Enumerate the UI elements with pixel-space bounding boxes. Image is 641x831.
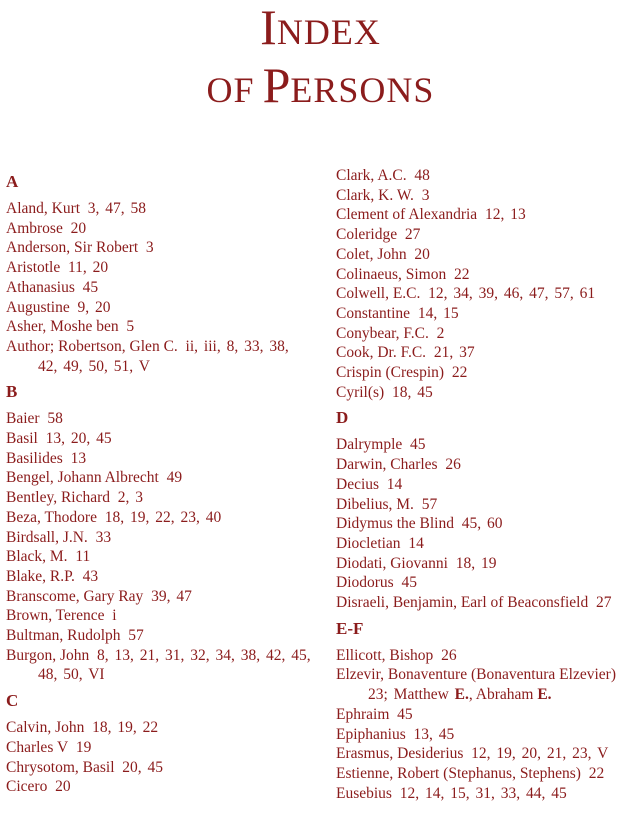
entry-pages: 18, 45: [391, 383, 433, 401]
section-letter-heading: A: [6, 172, 19, 191]
entry-name: Constantine: [336, 304, 411, 322]
entry-name: Bengel, Johann Albrecht: [6, 469, 159, 487]
index-entry: [6, 199, 326, 219]
index-entry: [336, 435, 638, 455]
entry-name: Cyril(s): [336, 383, 385, 401]
entry-name: Ephraim: [336, 705, 390, 723]
entry-name: Charles V: [6, 738, 69, 756]
left-column: [6, 166, 326, 797]
index-entry: [336, 363, 638, 383]
entry-pages-cont: 42, 49, 50, 51, V: [38, 357, 150, 375]
entry-pages: 3: [421, 186, 430, 204]
entry-name: Asher, Moshe ben: [6, 318, 119, 336]
entry-name: Elzevir, Bonaventure (Bonaventura Elzevier): [336, 666, 616, 684]
entry-pages: 12, 14, 15, 31, 33, 44, 45: [399, 784, 567, 802]
entry-pages: 48: [414, 167, 430, 184]
entry-name: Chrysotom, Basil: [6, 758, 115, 776]
entry-pages: 45: [397, 705, 413, 723]
entry-pages: 2: [436, 324, 445, 342]
entry-pages: 49: [166, 469, 183, 487]
entry-name: Disraeli, Benjamin, Earl of Beaconsfield: [336, 594, 589, 612]
entry-name: Clark, A.C.: [336, 167, 407, 184]
index-entry: [336, 186, 638, 206]
entry-name: Brown, Terence: [6, 607, 105, 625]
entry-pages: 45: [410, 436, 426, 454]
entry-name: Colet, John: [336, 245, 407, 263]
entry-pages: 14: [386, 475, 403, 493]
index-entry: [6, 567, 326, 587]
entry-pages: 58: [47, 410, 63, 428]
index-entry: [336, 245, 638, 265]
index-entry: [6, 298, 326, 318]
index-entry: [6, 758, 326, 778]
index-entry: [6, 219, 326, 239]
index-entry: [336, 284, 638, 304]
entry-cont-bold-e: E.: [454, 686, 469, 704]
index-entry: [6, 547, 326, 567]
entry-name: Dibelius, M.: [336, 495, 414, 513]
entry-name: Clement of Alexandria: [336, 206, 478, 224]
entry-name: Colinaeus, Simon: [336, 265, 447, 283]
title-prefix-of: OF: [206, 70, 255, 110]
entry-pages: 13, 20, 45: [45, 430, 112, 448]
index-entry: [6, 258, 326, 278]
index-entry: [6, 606, 326, 626]
entry-pages: 12, 19, 20, 21, 23, V: [471, 745, 609, 763]
entry-name: Ellicott, Bishop: [336, 646, 434, 664]
entry-name: Diodati, Giovanni: [336, 554, 448, 572]
index-entry: [6, 317, 326, 337]
entry-pages: 20: [414, 245, 430, 263]
entry-name: Cook, Dr. F.C.: [336, 344, 427, 362]
entry-pages: ii, iii, 8, 33, 38,: [185, 337, 289, 355]
index-entry: [6, 238, 326, 258]
index-entry: [336, 324, 638, 344]
index-entry-continuation: [6, 665, 326, 685]
section-letter-heading: B: [6, 382, 18, 402]
entry-name: Athanasius: [6, 278, 75, 296]
entry-name: Baier: [6, 410, 40, 428]
entry-pages: 18, 19, 22, 23, 40: [104, 508, 222, 526]
index-entry: [336, 725, 638, 745]
index-entry: [6, 449, 326, 469]
entry-pages: 20: [55, 778, 71, 796]
index-entry: [336, 665, 638, 685]
entry-name: Clark, K. W.: [336, 186, 414, 204]
index-entry: [6, 337, 326, 357]
index-entry: [6, 587, 326, 607]
entry-pages: 8, 13, 21, 31, 32, 34, 38, 42, 45,: [97, 646, 311, 664]
entry-name: Crispin (Crespin): [336, 364, 445, 382]
section-letter-heading: D: [336, 408, 349, 428]
entry-pages: 9, 20: [77, 298, 111, 316]
entry-name: Cicero: [6, 778, 48, 796]
entry-name: Erasmus, Desiderius: [336, 745, 464, 763]
entry-pages: 20: [70, 219, 87, 237]
index-entry: [6, 646, 326, 666]
index-entry: [336, 573, 638, 593]
index-entry: [336, 343, 638, 363]
entry-cont-bold-e2: E.: [537, 686, 552, 704]
title-rest-ndex: NDEX: [276, 12, 381, 52]
entry-pages: 22: [453, 265, 470, 283]
index-entry: [336, 764, 638, 784]
entry-name: Basil: [6, 430, 38, 448]
entry-pages: 22: [588, 764, 605, 782]
entry-pages: 11: [75, 548, 91, 566]
entry-name: Colwell, E.C.: [336, 285, 421, 303]
section-letter-heading: E-F: [336, 618, 364, 638]
entry-name: Burgon, John: [6, 646, 90, 664]
section-letter-heading: C: [6, 691, 19, 711]
entry-pages: 2, 3: [117, 489, 144, 507]
index-entry: [6, 468, 326, 488]
entry-name: Estienne, Robert (Stephanus, Stephens): [336, 764, 581, 782]
index-title-line2: [0, 57, 641, 113]
index-title-line1: [0, 0, 641, 55]
entry-pages: 3, 47, 58: [87, 200, 147, 217]
index-entry: [6, 488, 326, 508]
entry-name: Conybear, F.C.: [336, 324, 429, 342]
index-entry: [6, 409, 326, 429]
title-rest-ersons: ERSONS: [290, 70, 435, 110]
entry-name: Dalrymple: [336, 436, 403, 454]
right-column: [336, 166, 638, 803]
entry-pages: 43: [82, 567, 99, 585]
entry-name: Bultman, Rudolph: [6, 627, 121, 645]
entry-pages: 39, 47: [151, 587, 192, 605]
entry-name: Augustine: [6, 298, 70, 316]
index-entry-continuation: [6, 357, 326, 377]
entry-name: Aristotle: [6, 259, 61, 277]
entry-pages: 45, 60: [461, 515, 503, 533]
entry-pages: 27: [595, 594, 612, 612]
entry-pages: 11, 20: [68, 259, 109, 277]
index-entry: [336, 554, 638, 574]
entry-name: Coleridge: [336, 226, 398, 244]
index-entry: [336, 705, 638, 725]
entry-pages: 14: [408, 534, 424, 552]
entry-name: Author; Robertson, Glen C.: [6, 337, 178, 355]
entry-pages: 13: [70, 449, 87, 467]
entry-pages: 57: [421, 495, 438, 513]
entry-cont-a: 23; Matthew: [368, 686, 455, 704]
entry-name: Darwin, Charles: [336, 456, 438, 474]
entry-name: Bentley, Richard: [6, 489, 111, 507]
index-entry: [336, 534, 638, 554]
entry-name: Branscome, Gary Ray: [6, 587, 144, 605]
index-entry-continuation: [336, 685, 638, 705]
entry-name: Ambrose: [6, 219, 63, 237]
index-entry: [6, 429, 326, 449]
entry-pages: 20, 45: [122, 758, 164, 776]
entry-cont-c: , Abraham: [468, 686, 538, 704]
entry-pages: 3: [145, 239, 154, 257]
index-entry: [336, 383, 638, 403]
index-entry: [6, 528, 326, 548]
entry-pages: 18, 19, 22: [92, 719, 159, 737]
index-entry: [6, 738, 326, 758]
entry-name: Diodorus: [336, 574, 394, 592]
index-entry: [6, 718, 326, 738]
entry-pages: 57: [128, 627, 144, 645]
index-entry: [6, 777, 326, 797]
entry-pages: 14, 15: [417, 304, 459, 322]
index-entry: [336, 455, 638, 475]
index-entry: [6, 508, 326, 528]
entry-pages: 5: [126, 318, 135, 336]
entry-name: Epiphanius: [336, 725, 406, 743]
entry-pages: 12, 34, 39, 46, 47, 57, 61: [428, 285, 596, 303]
entry-name: Diocletian: [336, 534, 401, 552]
index-entry: [6, 278, 326, 298]
entry-pages: 27: [404, 226, 421, 244]
index-entry: [336, 514, 638, 534]
entry-pages: 45: [401, 574, 417, 592]
index-entry: [336, 593, 638, 613]
index-entry: [336, 265, 638, 285]
index-entry: [6, 626, 326, 646]
title-initial-p: P: [262, 57, 291, 113]
entry-pages: 18, 19: [455, 554, 497, 572]
entry-name: Aland, Kurt: [6, 200, 81, 217]
entry-pages: i: [112, 607, 117, 625]
entry-pages: 33: [95, 528, 112, 546]
entry-pages-cont: 48, 50, VI: [38, 666, 105, 684]
entry-pages: 22: [451, 364, 468, 382]
index-entry: [336, 304, 638, 324]
index-entry: [336, 646, 638, 666]
entry-pages: 26: [445, 456, 461, 474]
index-entry: [336, 495, 638, 515]
entry-pages: 12, 13: [484, 206, 526, 224]
entry-name: Anderson, Sir Robert: [6, 239, 139, 257]
entry-pages: 26: [441, 646, 457, 664]
entry-name: Eusebius: [336, 784, 392, 802]
index-entry: [336, 475, 638, 495]
entry-pages: 19: [75, 738, 92, 756]
entry-name: Birdsall, J.N.: [6, 528, 88, 546]
entry-name: Calvin, John: [6, 719, 85, 737]
entry-pages: 21, 37: [433, 344, 475, 362]
index-entry: [336, 166, 638, 186]
entry-pages: 45: [82, 278, 99, 296]
entry-name: Beza, Thodore: [6, 508, 97, 526]
entry-name: Decius: [336, 475, 380, 493]
entry-name: Blake, R.P.: [6, 567, 75, 585]
index-entry: [336, 225, 638, 245]
index-entry: [336, 205, 638, 225]
index-entry: [336, 784, 638, 804]
index-entry: [336, 744, 638, 764]
entry-name: Didymus the Blind: [336, 515, 454, 533]
entry-name: Black, M.: [6, 548, 68, 566]
title-initial-i: I: [260, 0, 277, 55]
entry-pages: 13, 45: [413, 725, 455, 743]
entry-name: Basilides: [6, 449, 63, 467]
